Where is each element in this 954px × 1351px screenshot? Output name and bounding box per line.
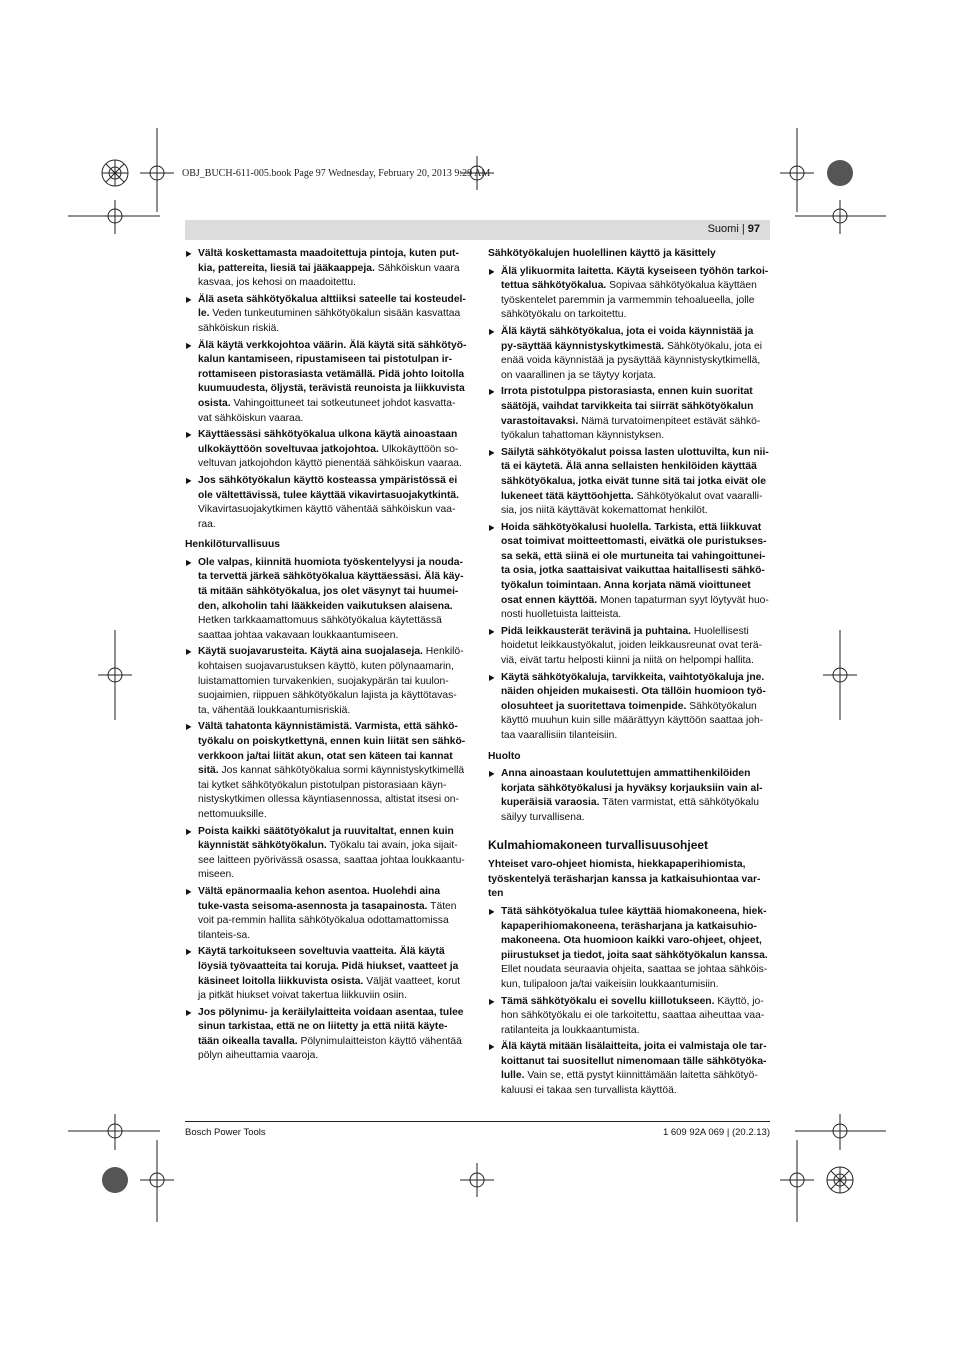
list-item — [488, 265, 770, 323]
section-heading-service: Huolto — [488, 750, 521, 762]
intro-paragraph: Yhteiset varo-ohjeet hiomista, hiekkapaperihiomista, työskentelyä teräsharjan kanssa ja katkaisuhiontaa var-ten — [488, 859, 761, 900]
item-text: Väljät vaatteet, korut ja pitkät hiukset voivat takertua liikkuviin osiin. — [198, 975, 461, 1002]
header-separator: | — [738, 223, 748, 235]
list-item — [488, 625, 770, 669]
item-bold: Poista kaikki säätötyökalut ja ruuvitaltat, ennen kuin käynnistät sähkötyökalun. — [198, 825, 454, 852]
item-bold: Vältä koskettamasta maadoitettuja pintoja, kuten put-kia, pattereita, liesiä tai jääkaappeja. — [198, 248, 459, 274]
item-bold: Vältä epänormaalia kehon asentoa. Huolehdi aina tuke-vasta seisoma-asennosta ja tasapainosta. — [198, 885, 441, 912]
right-column — [488, 247, 770, 1101]
footer-rule — [185, 1121, 770, 1122]
triangle-bullet-icon: ▶ — [186, 249, 192, 258]
section-heading-angle-grinder: Kulmahiomakoneen turvallisuusohjeet — [488, 837, 709, 852]
item-text: Hetken tarkkaamattomuus sähkötyökalua käytettässä saattaa johtaa vakavaan loukkaantumiseen. — [198, 615, 442, 641]
footer-doc-number: 1 609 92A 069 | (20.2.13) — [662, 1127, 770, 1138]
left-column — [185, 247, 467, 1066]
item-text: Sähkötyökalut ovat vaaralli-sia, jos niitä käyttävät kokemattomat henkilöt. — [501, 490, 763, 517]
list-item — [488, 995, 770, 1039]
item-bold: Jos pölynimu- ja keräilylaitteita voidaan asentaa, tulee sinun tarkistaa, että ne on liitetty ja että niitä käyte-tään oikealla tavalla. — [198, 1006, 464, 1047]
triangle-bullet-icon: ▶ — [489, 906, 495, 916]
header-text — [708, 223, 760, 235]
item-bold: Ole valpas, kiinnitä huomiota työskentelyysi ja nouda-ta tervettä järkeä sähkötyökalua käyttäessäsi. Älä käy-tä mitään sähkötyökalua, jos olet väsynyt tai huumei-den, alkoholin tahi lääkkeiden vaikutuksen alaisena. — [198, 556, 464, 612]
item-bold: Anna ainoastaan koulutettujen ammattihenkilöiden korjata sähkötyökalusi ja hyväksy korjauksiin vain al-kuperäisiä varaosia. — [501, 768, 763, 809]
item-bold: Tätä sähkötyökalua tulee käyttää hiomakoneena, hiek-kapaperihiomakoneena, teräsharjana ja katkaisuhio-makoneena. Ota huomioon kaikki varo-ohjeet, ohjeet, piirustukset ja tiedot, joita saat sähkötyökalun kanssa. — [501, 905, 768, 961]
triangle-bullet-icon: ▶ — [186, 557, 192, 567]
triangle-bullet-icon: ▶ — [186, 947, 192, 957]
list-item — [488, 671, 770, 744]
list-item — [185, 428, 467, 472]
section-heading-tool-care: Sähkötyökalujen huolellinen käyttö ja käsittely — [488, 248, 716, 259]
item-bold: Käyttäessäsi sähkötyökalua ulkona käytä ainoastaan ulkokäyttöön soveltuvaa jatkojohtoa. — [198, 429, 458, 455]
triangle-bullet-icon: ▶ — [489, 387, 495, 397]
list-item — [488, 446, 770, 519]
list-item — [488, 1040, 770, 1098]
item-text: Ellet noudata seuraavia ohjeita, saattaa se johtaa sähköis-kun, tulipaloon ja/tai vaikeisiin loukkaantumisiin. — [501, 964, 768, 990]
item-bold: Käytä suojavarusteita. Käytä aina suojalaseja. — [198, 646, 423, 658]
item-text: Sähkötyökalu, jota ei enää voida käynnistää ja pysäyttää käynnistyskytkimellä, on vaarallinen ja se täytyy korjata. — [501, 340, 763, 381]
triangle-bullet-icon: ▶ — [489, 769, 495, 779]
list-item — [185, 885, 467, 943]
item-text: Täten varmistat, että sähkötyökalu säilyy turvallisena. — [501, 797, 759, 823]
page-number: 97 — [747, 223, 760, 235]
item-bold: Älä ylikuormita laitetta. Käytä kyseiseen työhön tarkoi-tettua sähkötyökalua. — [501, 265, 769, 292]
footer-brand: Bosch Power Tools — [185, 1127, 266, 1138]
list-item — [185, 556, 467, 644]
list-item — [185, 945, 467, 1003]
item-bold: Pidä leikkausterät terävinä ja puhtaina. — [501, 625, 691, 637]
item-text: Käyttö, jo-hon sähkötyökalu ei ole tarkoitettu, saattaa aiheuttaa vaa-ratilanteita ja loukkaantumista. — [501, 995, 765, 1036]
triangle-bullet-icon: ▶ — [489, 522, 495, 532]
triangle-bullet-icon: ▶ — [186, 1007, 192, 1017]
item-bold: Tämä sähkötyökalu ei sovellu kiillotukseen. — [501, 995, 715, 1007]
list-item — [488, 905, 770, 993]
item-text: Ulkokäyttöön so-veltuvan jatkojohdon käyttö pienentää sähköiskun vaaraa. — [198, 443, 462, 470]
item-text: Pölynimulaitteiston käyttö vähentää pölyn aiheuttamia vaaroja. — [198, 1035, 462, 1062]
list-item — [488, 767, 770, 825]
item-text: Vikavirtasuojakytkimen käyttö vähentää sähköiskun vaa-raa. — [198, 504, 456, 530]
item-text: Jos kannat sähkötyökalua sormi käynnistyskytkimellä tai kytket sähkötyökalun pistotulpan pistorasiaan käyn-nistyskytkimen ollessa käyntiasennossa, altistat itsesi on-nettomuuksille. — [198, 765, 465, 820]
item-bold: Käytä tarkoitukseen soveltuvia vaatteita. Älä käytä löysiä työvaatteita tai koruja. Pidä hiukset, vaatteet ja käsineet loitolla liikkuvista osista. — [198, 946, 459, 987]
item-text: Vahingoittuneet tai sotkeutuneet johdot kasvatta-vat sähköiskun vaaraa. — [198, 397, 456, 424]
list-item — [488, 385, 770, 443]
item-bold: Älä käytä sähkötyökalua, jota ei voida käynnistää ja py-säyttää käynnistyskytkimestä. — [501, 325, 754, 352]
section-heading-personal-safety: Henkilöturvallisuus — [185, 539, 280, 551]
print-slug: OBJ_BUCH-611-005.book Page 97 Wednesday, February 20, 2013 9:29 AM — [182, 168, 491, 179]
triangle-bullet-icon: ▶ — [489, 672, 495, 682]
triangle-bullet-icon: ▶ — [186, 647, 192, 657]
item-text: Veden tunkeutuminen sähkötyökalun sisään kasvattaa sähköiskun riskiä. — [198, 308, 461, 334]
item-bold: Käytä sähkötyökaluja, tarvikkeita, vaihtotyökaluja jne. näiden ohjeiden mukaisesti. Ota tällöin huomioon työ-olosuhteet ja suoritettava toimenpide. — [501, 671, 766, 712]
page-header — [185, 220, 770, 240]
item-text: Huolellisesti hoidetut leikkaustyökalut, joiden leikkausreunat ovat terä-viä, eivät tartu helposti kiinni ja niitä on helpompi hallita. — [501, 625, 763, 667]
item-text: Vain se, että pystyt kiinnittämään laitetta sähkötyö-kaluusi ei takaa sen turvallista käyttöä. — [501, 1070, 758, 1097]
triangle-bullet-icon: ▶ — [186, 722, 192, 732]
triangle-bullet-icon: ▶ — [186, 430, 192, 440]
list-item — [185, 247, 467, 291]
list-item — [185, 720, 467, 822]
triangle-bullet-icon: ▶ — [489, 1042, 495, 1052]
list-item — [185, 1006, 467, 1064]
list-item — [185, 825, 467, 883]
item-text: Henkilö-kohtaisen suojavarustuksen käyttö, kuten pölynaamarin, luistamattomien turvakenkien, suojakypärän tai kuulon-suojaimien, riippuen sähkötyökalun lajista ja käyttötavas-ta, vähentää loukkaantumisriskiä. — [198, 646, 464, 716]
triangle-bullet-icon: ▶ — [186, 475, 192, 485]
triangle-bullet-icon: ▶ — [186, 294, 192, 304]
item-bold: Älä käytä verkkojohtoa väärin. Älä käytä sitä sähkötyö-kalun kantamiseen, ripustamiseen tai pistotulpan ir-rottamiseen pistorasiasta vetämällä. Pidä johto loitolla kuumuudesta, öljystä, terävistä reunoista ja liikkuvista osista. — [198, 339, 467, 409]
item-text: Sähkötyökalun käyttö muuhun kuin sille määrättyyn käyttöön saattaa joh-taa vaarallisiin tilanteisiin. — [501, 700, 764, 741]
triangle-bullet-icon: ▶ — [186, 886, 192, 896]
item-text: Nämä turvatoimenpiteet estävät sähkö-työkalun tahattoman käynnistyksen. — [501, 415, 761, 442]
list-item — [488, 521, 770, 623]
triangle-bullet-icon: ▶ — [489, 996, 495, 1006]
item-bold: Älä aseta sähkötyökalua alttiiksi sateelle tai kosteudel-le. — [198, 293, 466, 320]
triangle-bullet-icon: ▶ — [186, 826, 192, 836]
triangle-bullet-icon: ▶ — [186, 340, 192, 350]
triangle-bullet-icon: ▶ — [489, 626, 495, 636]
item-text: Sähköiskun vaara kasvaa, jos kehosi on maadoitettu. — [198, 262, 460, 289]
item-bold: Säilytä sähkötyökalut poissa lasten ulottuvilta, kun nii-tä ei käytetä. Älä anna sellaisten henkilöiden käyttää sähkötyökalua, jotka eivät tunne sitä tai jotka eivät ole lukeneet tätä käyttöohjetta. — [501, 446, 769, 502]
item-text: Monen tapaturman syyt löytyvät huo-nosti huolletuista laitteista. — [501, 594, 769, 621]
item-text: Täten voit pa-remmin hallita sähkötyökalua odottamattomissa tilanteis-sa. — [198, 900, 457, 941]
item-bold: Hoida sähkötyökalusi huolella. Tarkista, että liikkuvat osat toimivat moitteettomasti, eivätkä ole puristukses-sa sekä, että siinä ei ole murtuneita tai vahingoittunei-ta osia, jotka saattaisivat vaikuttaa haitallisesti sähkö-työkalun toimintaan. Anna korjata nämä vioittuneet osat ennen käyttöä. — [501, 521, 767, 606]
triangle-bullet-icon: ▶ — [489, 326, 495, 336]
triangle-bullet-icon: ▶ — [489, 266, 495, 276]
list-item — [488, 325, 770, 383]
list-item — [185, 645, 467, 718]
item-bold: Jos sähkötyökalun käyttö kosteassa ympäristössä ei ole vältettävissä, tulee käyttää vikavirtasuojakytkintä. — [198, 474, 459, 501]
triangle-bullet-icon: ▶ — [489, 447, 495, 457]
list-item — [185, 293, 467, 337]
item-bold: Älä käytä mitään lisälaitteita, joita ei valmistaja ole tar-koittanut tai suositellut nimenomaan tälle sähkötyöka-lulle. — [501, 1041, 767, 1082]
item-text: Sopivaa sähkötyökalua käyttäen työskentelet paremmin ja varmemmin tehoalueella, jolle sähkötyökalu on tarkoitettu. — [501, 280, 757, 321]
list-item — [185, 339, 467, 427]
header-section: Suomi — [707, 223, 739, 235]
item-bold: Irrota pistotulppa pistorasiasta, ennen kuin suoritat säätöjä, vaihdat tarvikkeita tai siirrät sähkötyökalun varastoitavaksi. — [501, 386, 754, 427]
list-item — [185, 474, 467, 532]
item-text: Työkalu tai avain, joka sijait-see laitteen pyörivässä osassa, saattaa johtaa loukkaantu-miseen. — [198, 840, 465, 881]
item-bold: Vältä tahatonta käynnistämistä. Varmista, että sähkö-työkalu on poiskytkettynä, ennen kuin liität sen sähkö-verkkoon ja/tai liität akun, otat sen käteen tai kannat sitä. — [198, 721, 466, 777]
